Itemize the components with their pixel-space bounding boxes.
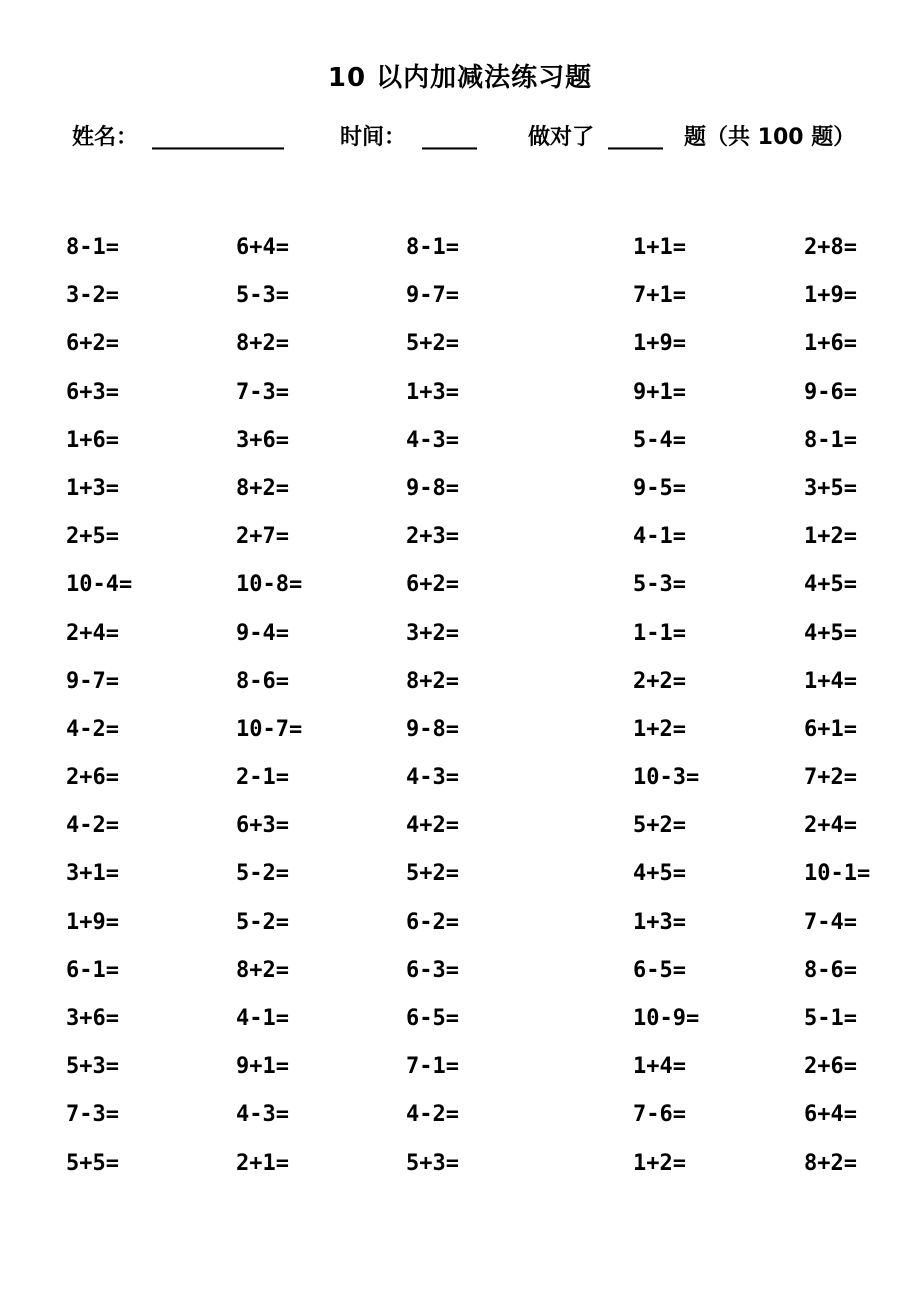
problem-item: 3-2= [66, 283, 119, 309]
problem-item: 4-3= [236, 1102, 289, 1128]
problem-item: 6-2= [406, 909, 459, 935]
problem-item: 5-3= [633, 572, 686, 598]
problem-row [0, 610, 920, 658]
problem-item: 7-4= [804, 909, 857, 935]
correct-count-blank[interactable]: _____ [608, 125, 663, 150]
problem-item: 1+9= [66, 909, 119, 935]
problem-item: 1+3= [406, 379, 459, 405]
problem-item: 5+5= [66, 1150, 119, 1176]
problem-item: 9-7= [406, 283, 459, 309]
problem-item: 3+6= [236, 427, 289, 453]
problem-item: 8+2= [236, 331, 289, 357]
problem-item: 5+3= [406, 1150, 459, 1176]
problem-item: 5+3= [66, 1054, 119, 1080]
problem-item: 4-1= [236, 1006, 289, 1031]
problem-item: 9-8= [406, 475, 459, 501]
worksheet-header [0, 120, 920, 156]
problem-item: 5-2= [236, 861, 289, 887]
problem-item: 2+5= [66, 524, 119, 550]
problem-item: 4+2= [406, 813, 459, 839]
page-title: 10 以内加减法练习题 [327, 63, 593, 93]
problem-item: 2+4= [66, 620, 119, 646]
name-label: 姓名： [72, 125, 139, 150]
problem-item: 1+4= [804, 668, 857, 694]
correct-count-suffix: 题（共 100 题） [684, 125, 856, 150]
problem-item: 1+2= [804, 524, 857, 550]
problem-item: 4-2= [66, 716, 119, 742]
problem-item: 9-5= [633, 475, 686, 501]
problem-item: 1-1= [633, 620, 686, 646]
problem-item: 1+6= [804, 331, 857, 357]
problem-item: 7-3= [66, 1102, 119, 1128]
problem-item: 6+4= [236, 235, 289, 260]
problem-row [0, 802, 920, 850]
problem-item: 5-4= [633, 427, 686, 453]
problem-item: 4+5= [804, 572, 857, 598]
problem-item: 5+2= [406, 861, 459, 887]
problem-item: 8+2= [406, 668, 459, 694]
problem-grid [0, 224, 920, 1188]
problem-item: 4+5= [804, 620, 857, 646]
problem-row [0, 899, 920, 947]
problem-row [0, 320, 920, 368]
problem-item: 1+1= [633, 235, 686, 260]
problem-item: 4-3= [406, 765, 459, 791]
problem-item: 9+1= [236, 1054, 289, 1080]
problem-item: 4-3= [406, 427, 459, 453]
problem-item: 4-2= [406, 1102, 459, 1128]
problem-item: 7-6= [633, 1102, 686, 1128]
problem-item: 2+3= [406, 524, 459, 550]
problem-item: 6-5= [406, 1006, 459, 1031]
problem-item: 8-6= [804, 957, 857, 983]
problem-item: 9-8= [406, 716, 459, 742]
problem-item: 5-2= [236, 909, 289, 935]
problem-item: 5-3= [236, 283, 289, 309]
problem-item: 6-5= [633, 957, 686, 983]
problem-item: 10-9= [633, 1006, 700, 1031]
problem-item: 7+2= [804, 765, 857, 791]
problem-row [0, 369, 920, 417]
problem-item: 2+6= [66, 765, 119, 791]
problem-item: 1+4= [633, 1054, 686, 1080]
problem-item: 1+9= [804, 283, 857, 309]
problem-item: 6-1= [66, 957, 119, 983]
problem-item: 8+2= [804, 1150, 857, 1176]
problem-item: 6+3= [236, 813, 289, 839]
problem-item: 6+4= [804, 1102, 857, 1128]
time-blank[interactable]: _____ [422, 125, 477, 150]
problem-row [0, 1043, 920, 1091]
correct-count-prefix: 做对了 [528, 125, 595, 150]
problem-item: 1+3= [66, 475, 119, 501]
problem-item: 2+4= [804, 813, 857, 839]
problem-item: 7-3= [236, 379, 289, 405]
problem-item: 2+7= [236, 524, 289, 550]
problem-item: 1+6= [66, 427, 119, 453]
problem-item: 5-1= [804, 1006, 857, 1031]
problem-item: 2+6= [804, 1054, 857, 1080]
problem-item: 3+2= [406, 620, 459, 646]
problem-item: 8-1= [406, 235, 459, 260]
problem-item: 4-1= [633, 524, 686, 550]
problem-item: 4+5= [633, 861, 686, 887]
problem-item: 10-7= [236, 716, 303, 742]
problem-item: 3+5= [804, 475, 857, 501]
problem-item: 8-1= [804, 427, 857, 453]
name-blank[interactable]: ____________ [152, 125, 284, 150]
problem-item: 4-2= [66, 813, 119, 839]
problem-row [0, 561, 920, 609]
problem-row [0, 1091, 920, 1139]
problem-row [0, 272, 920, 320]
problem-item: 7-1= [406, 1054, 459, 1080]
problem-item: 1+3= [633, 909, 686, 935]
problem-item: 8+2= [236, 957, 289, 983]
problem-item: 9-7= [66, 668, 119, 694]
problem-item: 2-1= [236, 765, 289, 791]
problem-row [0, 754, 920, 802]
problem-item: 10-1= [804, 861, 871, 887]
problem-item: 2+1= [236, 1150, 289, 1176]
problem-row [0, 224, 920, 272]
problem-item: 5+2= [406, 331, 459, 357]
problem-row [0, 706, 920, 754]
problem-item: 9-6= [804, 379, 857, 405]
problem-item: 6-3= [406, 957, 459, 983]
problem-item: 5+2= [633, 813, 686, 839]
problem-item: 7+1= [633, 283, 686, 309]
problem-item: 3+1= [66, 861, 119, 887]
problem-item: 1+9= [633, 331, 686, 357]
problem-row [0, 947, 920, 995]
problem-item: 2+2= [633, 668, 686, 694]
problem-item: 1+2= [633, 716, 686, 742]
problem-item: 9-4= [236, 620, 289, 646]
problem-row [0, 513, 920, 561]
problem-item: 10-3= [633, 765, 700, 791]
problem-row [0, 995, 920, 1043]
problem-item: 8+2= [236, 475, 289, 501]
problem-item: 10-8= [236, 572, 303, 598]
problem-item: 3+6= [66, 1006, 119, 1031]
problem-item: 6+2= [406, 572, 459, 598]
problem-item: 6+2= [66, 331, 119, 357]
problem-item: 8-6= [236, 668, 289, 694]
problem-item: 8-1= [66, 235, 119, 260]
problem-item: 2+8= [804, 235, 857, 260]
problem-row [0, 658, 920, 706]
problem-item: 9+1= [633, 379, 686, 405]
problem-row [0, 417, 920, 465]
problem-row [0, 465, 920, 513]
problem-item: 10-4= [66, 572, 133, 598]
problem-item: 6+1= [804, 716, 857, 742]
time-label: 时间： [340, 125, 407, 150]
problem-row [0, 850, 920, 898]
problem-item: 6+3= [66, 379, 119, 405]
problem-item: 1+2= [633, 1150, 686, 1176]
problem-row [0, 1140, 920, 1188]
